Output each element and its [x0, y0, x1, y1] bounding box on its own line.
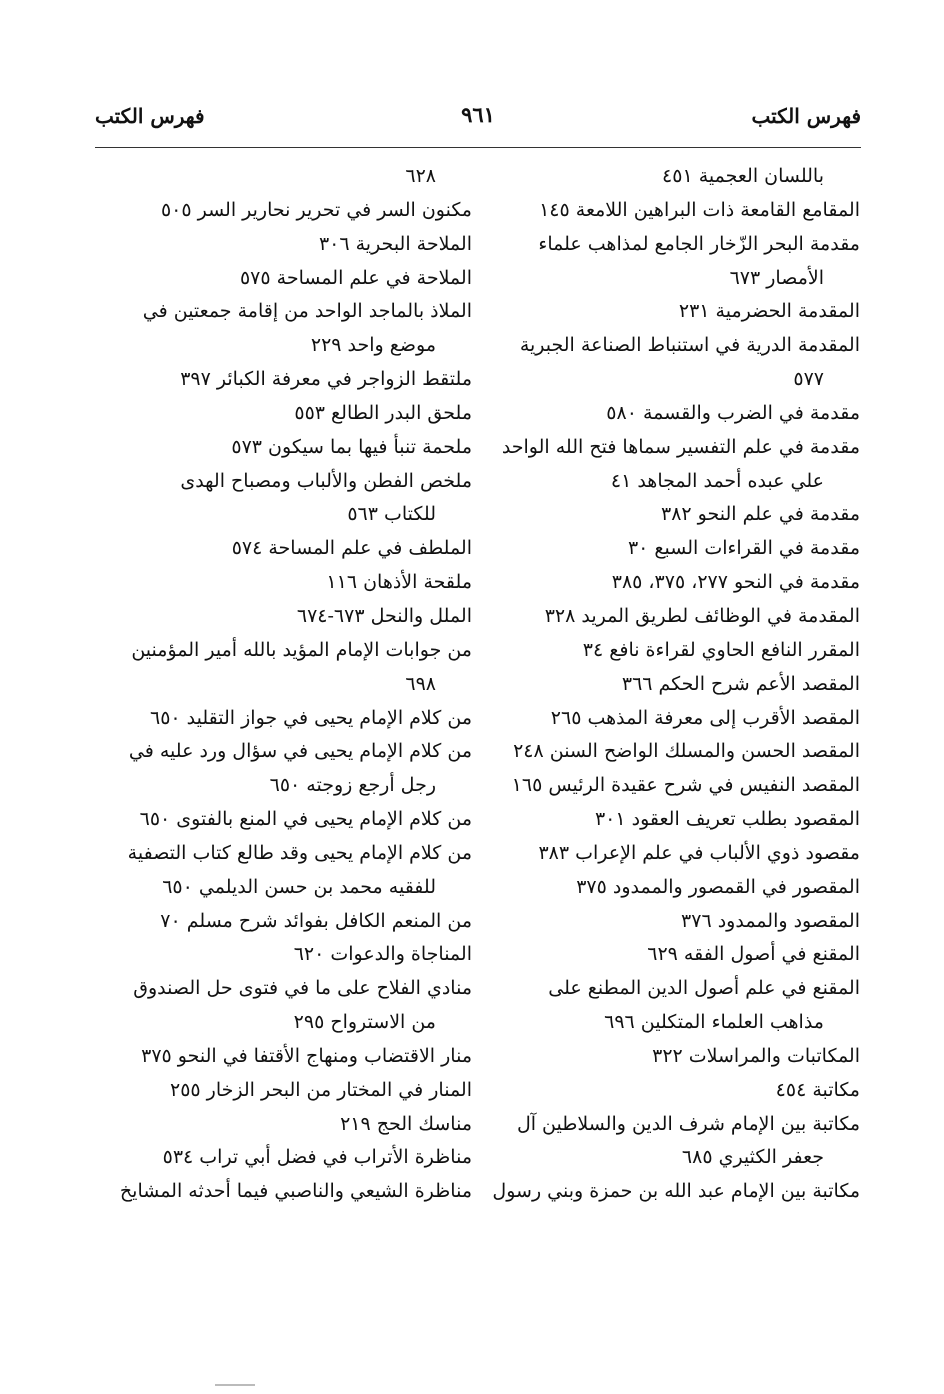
- index-entry: المقصد الأقرب إلى معرفة المذهب ٢٦٥: [550, 706, 860, 729]
- index-entry: المقنع في علم أصول الدين المطنع على: [548, 977, 860, 1000]
- index-entry: مقدمة في علم التفسير سماها فتح الله الواحد: [501, 435, 860, 458]
- index-entry: من المنعم الكافل بفوائد شرح مسلم ٧٠: [160, 909, 472, 932]
- index-entry: علي عبده أحمد المجاهد ٤١: [610, 469, 824, 492]
- index-entry: الملل والنحل ٦٧٣-٦٧٤: [296, 604, 472, 627]
- index-entry: مناظرة الأتراب في فضل أبي تراب ٥٣٤: [162, 1146, 472, 1169]
- index-entry: من الاسترواح ٢٩٥: [293, 1011, 436, 1034]
- index-entry: باللسان العجمية ٤٥١: [662, 165, 824, 187]
- index-entry: مناظرة الشيعي والناصبي فيما أحدثه المشايخ: [119, 1180, 472, 1203]
- index-entry: منار الاقتضاب ومنهاج الأقتفا في النحو ٣٧٥: [141, 1044, 472, 1067]
- index-entry: الأمصار ٦٧٣: [729, 266, 824, 289]
- index-entry: ملحق البدر الطالع ٥٥٣: [294, 401, 472, 424]
- index-entry: المقدمة في الوظائف لطريق المريد ٣٢٨: [544, 604, 860, 627]
- index-column-left: [97, 160, 472, 1209]
- index-entry: للكتاب ٥٦٣: [347, 503, 436, 526]
- header-title-left: فهرس الكتب: [95, 104, 205, 128]
- index-entry: ٦٢٨: [405, 165, 436, 187]
- page-header: [95, 104, 861, 144]
- index-entry: موضع واحد ٢٢٩: [310, 334, 436, 357]
- index-entry: من كلام الإمام يحيى في سؤال ورد عليه في: [128, 740, 472, 763]
- index-entry: من كلام الإمام يحيى في المنع بالفتوى ٦٥٠: [139, 808, 472, 831]
- index-entry: مناسك الحج ٢١٩: [340, 1112, 472, 1135]
- index-entry: المنار في المختار من البحر الزخار ٢٥٥: [170, 1078, 472, 1101]
- index-entry: جعفر الكثيري ٦٨٥: [681, 1146, 824, 1169]
- index-entry: المقدمة الحضرمية ٢٣١: [678, 300, 860, 323]
- index-entry: مقدمة في النحو ٢٧٧، ٣٧٥، ٣٨٥: [611, 571, 860, 594]
- index-entry: المقرر النافع الحاوي لقراءة نافع ٣٤: [582, 638, 860, 661]
- index-entry: المكاتبات والمراسلات ٣٢٢: [652, 1044, 860, 1067]
- index-entry: مقدمة في علم النحو ٣٨٢: [661, 503, 860, 526]
- index-entry: المقصد الحسن والمسلك الواضح السنن ٢٤٨: [513, 740, 860, 763]
- index-entry: الملاحة البحرية ٣٠٦: [318, 232, 472, 255]
- index-entry: الملاحة في علم المساحة ٥٧٥: [239, 266, 472, 289]
- index-entry: الملاذ بالماجد الواحد من إقامة جمعتين في: [142, 300, 472, 323]
- index-entry: ٥٧٧: [793, 368, 824, 391]
- index-entry: مكنون السر في تحرير نحارير السر ٥٠٥: [160, 198, 472, 221]
- page-number: ٩٦١: [461, 102, 495, 127]
- index-entry: ملخص الفطن والألباب ومصباح الهدى: [180, 469, 472, 492]
- index-entry: مقدمة البحر الزّخار الجامع لمذاهب علماء: [538, 232, 860, 255]
- index-entry: المقصور في القمصور والممدود ٣٧٥: [576, 875, 860, 898]
- index-entry: مكاتبة بين الإمام عبد الله بن حمزة وبني رسول: [492, 1180, 860, 1203]
- index-entry: للفقيه محمد بن حسن الديلمي ٦٥٠: [162, 875, 436, 898]
- index-entry: مقدمة في القراءات السبع ٣٠: [627, 537, 860, 560]
- index-entry: مكاتبة ٤٥٤: [775, 1078, 860, 1101]
- index-entry: المقنع في أصول الفقه ٦٢٩: [647, 943, 860, 966]
- index-entry: ملقحة الأذهان ١١٦: [326, 571, 472, 594]
- index-entry: منادي الفلاح على ما في فتوى حل الصندوق: [133, 977, 472, 1000]
- index-entry: من كلام الإمام يحيى في جواز التقليد ٦٥٠: [150, 706, 472, 729]
- index-entry: ملتقط الزواجر في معرفة الكبائر ٣٩٧: [180, 368, 472, 391]
- header-divider: [95, 147, 861, 148]
- index-entry: مذاهب العلماء المتكلين ٦٩٦: [604, 1011, 824, 1034]
- index-entry: مقصود ذوي الألباب في علم الإعراب ٣٨٣: [538, 841, 860, 864]
- index-entry: مقدمة في الضرب والقسمة ٥٨٠: [606, 401, 860, 424]
- index-entry: ملحمة تنبأ فيها بما سيكون ٥٧٣: [231, 435, 472, 458]
- index-entry: ٦٩٨: [405, 672, 436, 695]
- index-entry: من جوابات الإمام المؤيد بالله أمير المؤمنين: [131, 638, 472, 661]
- index-entry: مكاتبة بين الإمام شرف الدين والسلاطين آل: [516, 1112, 860, 1135]
- index-entry: المقصود والممدود ٣٧٦: [681, 909, 860, 932]
- header-title-right: فهرس الكتب: [751, 104, 861, 128]
- index-entry: المقصد الأعم شرح الحكم ٣٦٦: [621, 672, 860, 695]
- footer-mark: [215, 1384, 255, 1386]
- index-entry: المقصد النفيس في شرح عقيدة الرئيس ١٦٥: [511, 774, 860, 797]
- index-entry: المقامع القامعة ذات البراهين اللامعة ١٤٥: [539, 198, 860, 221]
- index-entry: الملطف في علم المساحة ٥٧٤: [231, 537, 472, 560]
- index-column-right: [485, 160, 860, 1209]
- index-entry: المقدمة الدرية في استنباط الصناعة الجبرية: [519, 334, 860, 357]
- index-entry: المناجاة والدعوات ٦٢٠: [293, 943, 472, 966]
- index-entry: المقصود بطلب تعريف العقود ٣٠١: [594, 808, 860, 831]
- index-entry: من كلام الإمام يحيى وقد طالع كتاب التصفية: [127, 841, 472, 864]
- index-entry: رجل أرجع زوجته ٦٥٠: [269, 774, 436, 797]
